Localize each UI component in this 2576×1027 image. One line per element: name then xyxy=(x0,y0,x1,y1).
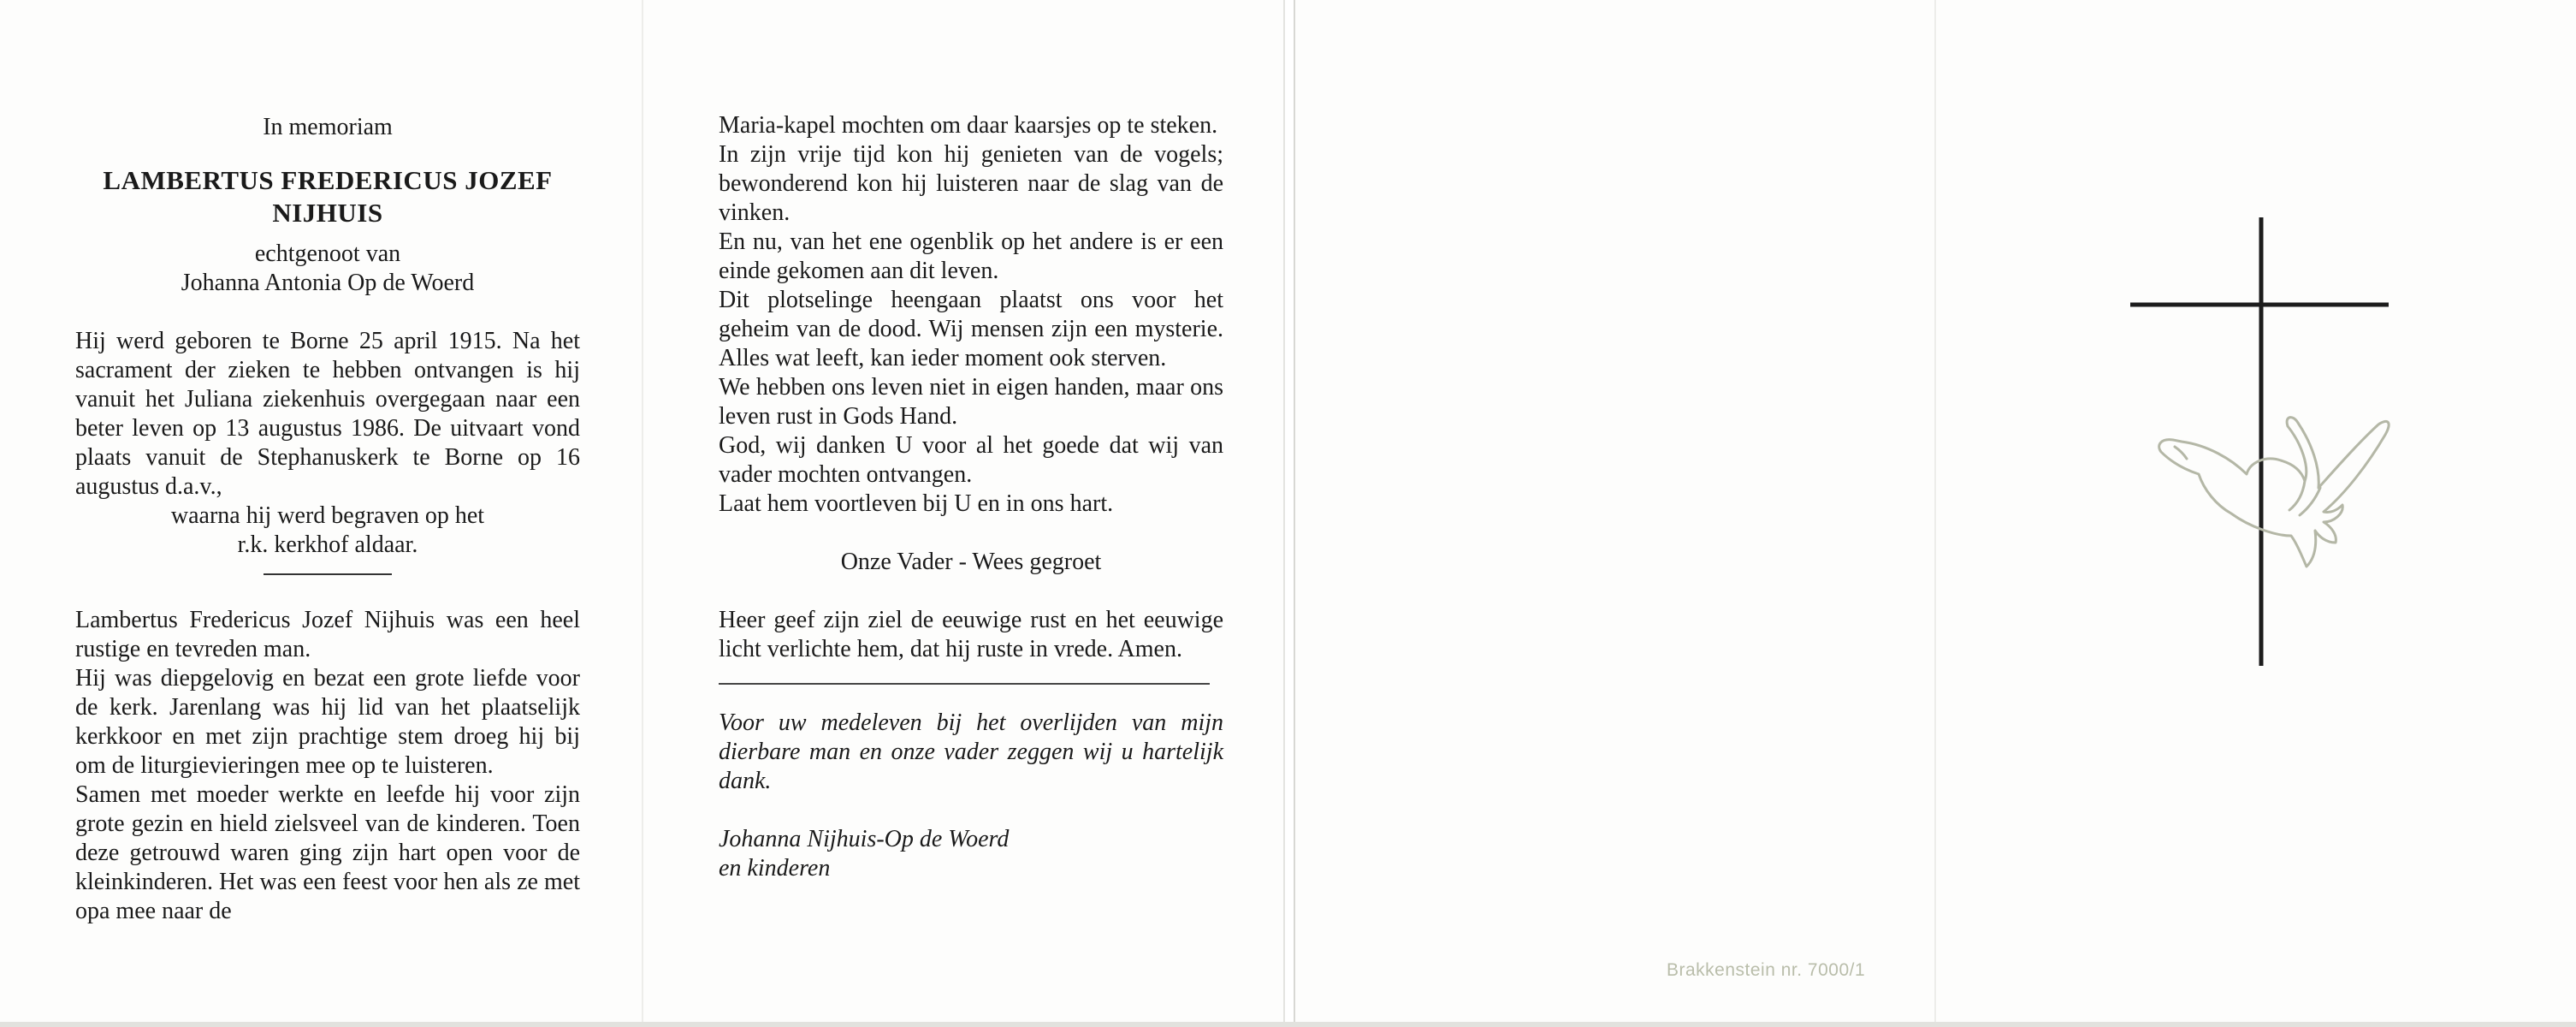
deceased-name xyxy=(75,164,580,229)
column-left xyxy=(75,0,580,926)
tribute-paragraph: Dit plotselinge heengaan plaatst ons voor het geheim van de dood. Wij mensen zijn een mysterie. Alles wat leeft, kan ieder moment ook sterven. xyxy=(719,287,1223,371)
eternal-rest-blessing: Heer geef zijn ziel de eeuwige rust en het eeuwige licht verlichte hem, dat hij ruste in vrede. Amen. xyxy=(719,607,1223,662)
tribute-paragraph: We hebben ons leven niet in eigen handen, maar ons leven rust in Gods Hand. xyxy=(719,374,1223,430)
thanks-note: Voor uw medeleven bij het overlijden van mijn dierbare man en onze vader zeggen wij u hartelijk dank. xyxy=(719,709,1223,794)
column-right xyxy=(719,0,1223,883)
biography-text: Hij werd geboren te Borne 25 april 1915. Na het sacrament der zieken te hebben ontvangen is hij vanuit het Juliana ziekenhuis overgegaan naar een beter leven op 13 augustus 1986. De uitvaart vond plaats vanuit de Stephanuskerk te Borne op 16 augustus d.a.v., xyxy=(75,328,580,500)
tribute-paragraph: En nu, van het ene ogenblik op het andere is er een einde gekomen aan dit leven. xyxy=(719,229,1223,284)
dove-icon xyxy=(2159,418,2389,567)
tribute-paragraph: Hij was diepgelovig en bezat een grote liefde voor de kerk. Jarenlang was hij lid van het plaatselijk kerkkoor en met zijn prachtige stem droeg hij bij om de liturgievieringen mee op te luisteren. xyxy=(75,665,580,779)
spouse-name: Johanna Antonia Op de Woerd xyxy=(181,270,475,296)
inner-spread xyxy=(0,0,1285,1027)
tribute-paragraph: In zijn vrije tijd kon hij genieten van de vogels; bewonderend kon hij luisteren naar de slag van de vinken. xyxy=(719,141,1223,226)
prayers-heading: Onze Vader - Wees gegroet xyxy=(840,549,1102,575)
tribute-paragraph: Maria-kapel mochten om daar kaarsjes op te steken. xyxy=(719,112,1218,139)
signature xyxy=(719,825,1223,883)
tribute-paragraph: Samen met moeder werkte en leefde hij voor zijn grote gezin en hield zielsveel van de kinderen. Toen deze getrouwd waren ging zijn hart open voor de kleinkinderen. Het was een feest voor hen als ze met opa mee naar de xyxy=(75,781,580,924)
signature-line-1: Johanna Nijhuis-Op de Woerd xyxy=(719,826,1010,852)
tribute-paragraph: Lambertus Fredericus Jozef Nijhuis was een heel rustige en tevreden man. xyxy=(75,607,580,662)
inner-fold-line xyxy=(642,0,643,1027)
memoriam-title: In memoriam xyxy=(263,114,393,140)
signature-line-2: en kinderen xyxy=(719,855,831,882)
biography-burial-line-1: waarna hij werd begraven op het xyxy=(170,502,485,529)
printer-mark: Brakkenstein nr. 7000/1 xyxy=(1667,960,1866,980)
deceased-name-line-2: NIJHUIS xyxy=(272,198,383,228)
section-divider xyxy=(719,683,1210,685)
deceased-name-line-1: LAMBERTUS FREDERICUS JOZEF xyxy=(103,165,553,195)
card-bottom-edge xyxy=(0,1022,2576,1027)
outer-fold-line xyxy=(1934,0,1936,1027)
biography-burial-line-2: r.k. kerkhof aldaar. xyxy=(237,531,418,558)
cross-with-dove-icon xyxy=(2122,214,2430,676)
cross-icon xyxy=(2130,217,2389,666)
tribute-paragraph: Laat hem voortleven bij U en in ons hart. xyxy=(719,490,1114,517)
tribute-paragraph: God, wij danken U voor al het goede dat wij van vader mochten ontvangen. xyxy=(719,432,1223,488)
section-divider xyxy=(264,573,392,575)
spouse-block xyxy=(75,240,580,298)
spouse-label: echtgenoot van xyxy=(254,240,401,267)
